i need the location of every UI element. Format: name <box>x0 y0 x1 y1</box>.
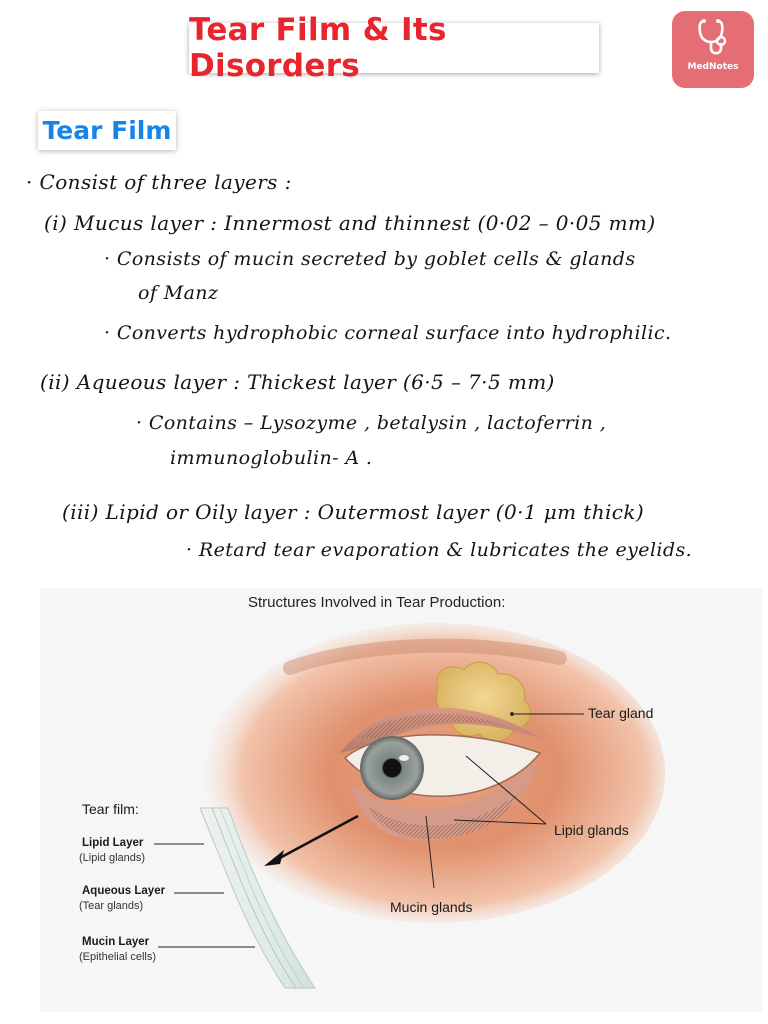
mednotes-logo <box>672 11 754 88</box>
note-intro: · Consist of three layers : <box>26 170 292 194</box>
stethoscope-icon <box>694 17 732 59</box>
section-heading-box <box>38 111 176 150</box>
note-aqueous-heading: (ii) Aqueous layer : Thickest layer (6·5 – 7·5 mm) <box>40 370 555 394</box>
note-aqueous-point-line2: immunoglobulin- A . <box>170 447 373 469</box>
page-title: Tear Film & Its Disorders <box>189 12 447 84</box>
tear-gland-label: Tear gland <box>588 705 654 721</box>
pupil <box>383 759 401 777</box>
logo-label: MedNotes <box>687 62 739 72</box>
aqueous-layer-source: (Tear glands) <box>79 900 144 912</box>
note-mucus-point1-line2: of Manz <box>138 282 219 304</box>
aqueous-layer-name: Aqueous Layer <box>82 885 166 897</box>
mucin-layer-source: (Epithelial cells) <box>79 951 157 963</box>
note-mucus-point2: · Converts hydrophobic corneal surface into hydrophilic. <box>104 322 672 344</box>
note-lipid-heading: (iii) Lipid or Oily layer : Outermost layer (0·1 μm thick) <box>62 500 645 524</box>
page-title-box <box>189 12 599 84</box>
mucin-glands-label: Mucin glands <box>390 899 473 915</box>
diagram-title: Structures Involved in Tear Production: <box>248 594 506 611</box>
note-aqueous-point-line1: · Contains – Lysozyme , betalysin , lactoferrin , <box>136 412 607 434</box>
mucin-layer-name: Mucin Layer <box>82 936 150 948</box>
tear-gland-leader-dot <box>510 712 514 716</box>
note-lipid-point: · Retard tear evaporation & lubricates the eyelids. <box>186 539 693 561</box>
tear-production-diagram <box>40 588 762 1012</box>
lipid-layer-name: Lipid Layer <box>82 837 144 849</box>
note-mucus-point1-line1: · Consists of mucin secreted by goblet cells & glands <box>104 248 636 270</box>
note-mucus-heading: (i) Mucus layer : Innermost and thinnest (0·02 – 0·05 mm) <box>44 211 656 235</box>
eye-reflection <box>399 755 409 761</box>
tear-film-heading: Tear film: <box>82 801 139 817</box>
eye-illustration <box>40 588 762 1012</box>
section-heading: Tear Film <box>42 116 172 145</box>
lipid-glands-label: Lipid glands <box>554 822 629 838</box>
lipid-layer-source: (Lipid glands) <box>79 852 146 864</box>
